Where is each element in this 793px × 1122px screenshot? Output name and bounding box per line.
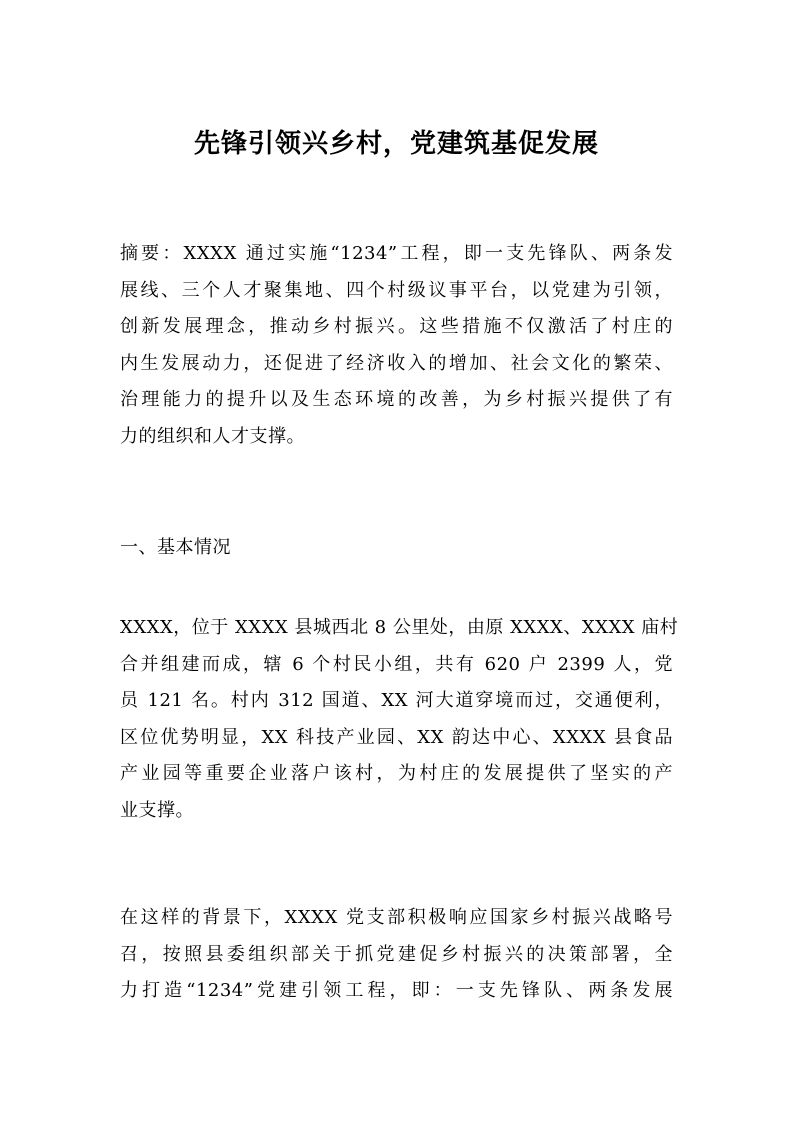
abstract-paragraph (120, 236, 673, 455)
paragraph-line: 产业园等重要企业落户该村，为村庄的发展提供了坚实的产 (120, 763, 673, 784)
abstract-line: 治理能力的提升以及生态环境的改善，为乡村振兴提供了有 (120, 389, 673, 410)
paragraph-line: XXXX，位于 XXXX 县城西北 8 公里处，由原 XXXX、XXXX 庙村 (120, 617, 679, 638)
body-paragraph-2 (120, 900, 673, 1010)
abstract-line: 力的组织和人才支撑。 (120, 425, 305, 447)
paragraph-line: 力打造“1234”党建引领工程，即：一支先锋队、两条发展 (120, 980, 673, 1001)
abstract-line: 摘要：XXXX 通过实施“1234”工程，即一支先锋队、两条发 (120, 243, 673, 264)
paragraph-line: 召，按照县委组织部关于抓党建促乡村振兴的决策部署，全 (120, 943, 673, 965)
document-title: 先锋引领兴乡村，党建筑基促发展 (193, 129, 599, 159)
paragraph-line: 员 121 名。村内 312 国道、XX 河大道穿境而过，交通便利， (120, 690, 673, 711)
section-heading (120, 530, 673, 567)
paragraph-line: 合并组建而成，辖 6 个村民小组，共有 620 户 2399 人，党 (120, 653, 673, 675)
abstract-line: 创新发展理念，推动乡村振兴。这些措施不仅激活了村庄的 (120, 316, 673, 337)
paragraph-line: 在这样的背景下，XXXX 党支部积极响应国家乡村振兴战略号 (120, 907, 673, 928)
paragraph-line: 区位优势明显，XX 科技产业园、XX 韵达中心、XXXX 县食品 (120, 726, 673, 748)
body-paragraph-1 (120, 610, 679, 829)
section-heading-text: 一、基本情况 (120, 537, 231, 558)
paragraph-line: 业支撑。 (120, 799, 194, 821)
abstract-line: 展线、三个人才聚集地、四个村级议事平台，以党建为引领， (120, 279, 673, 301)
abstract-line: 内生发展动力，还促进了经济收入的增加、社会文化的繁荣、 (120, 352, 673, 374)
